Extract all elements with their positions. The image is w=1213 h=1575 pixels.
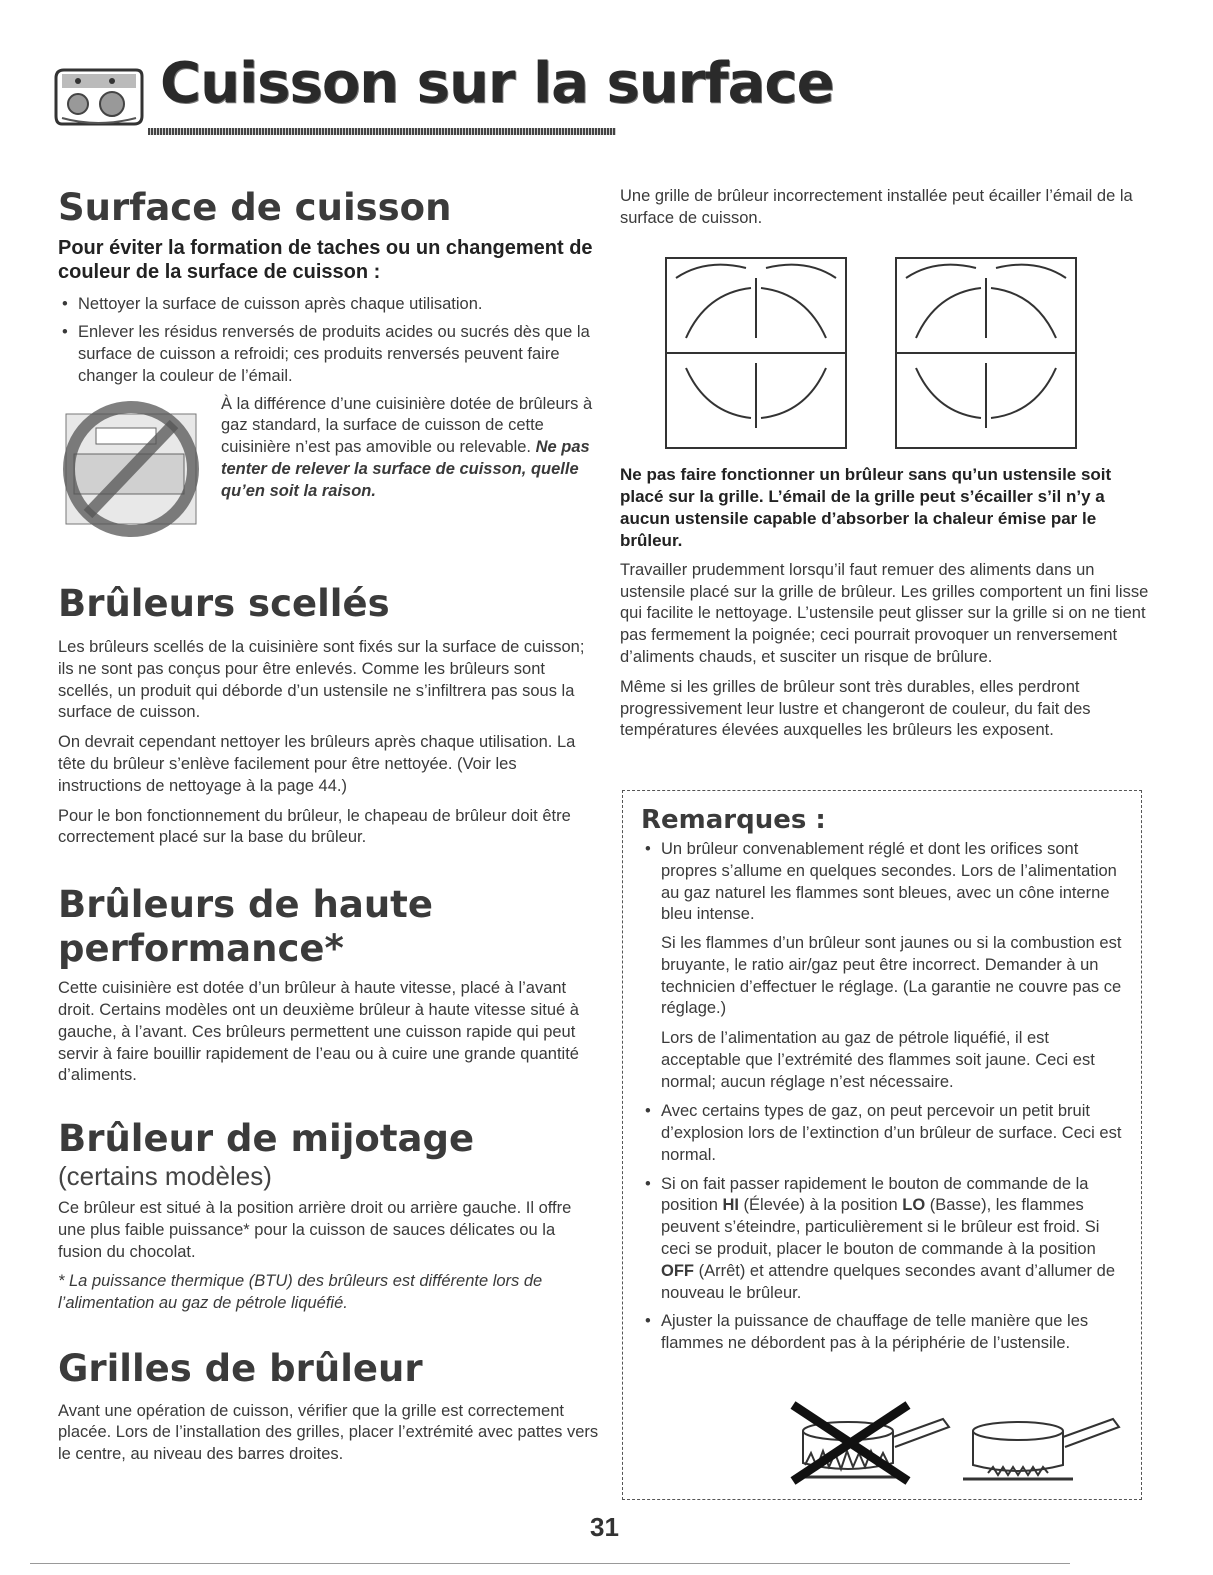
remarks-title: Remarques :	[641, 805, 826, 835]
paragraph: Cette cuisinière est dotée d’un brûleur à haute vitesse, placé à l’avant droit. Certains modèles ont un deuxième brûleur à haute vitesse situé à gauche, à l’avant. Ces brûleurs permettent une cuisson rapide qui peut servir à faire bouillir rapidement de l’eau ou à cuire une grande quantité d’aliments.	[58, 979, 579, 1085]
setting-hi: HI	[722, 1196, 739, 1215]
page-title: Cuisson sur la surface	[160, 51, 834, 116]
flame-pan-illustration	[773, 1391, 1123, 1491]
paragraph: Pour le bon fonctionnement du brûleur, le chapeau de brûleur doit être correctement placé sur la base du brûleur.	[58, 806, 571, 847]
heading-simmer: Brûleur de mijotage	[58, 1117, 475, 1161]
title-rule	[148, 128, 616, 135]
section-grates	[58, 1347, 603, 1466]
surface-warning: Ne pas tenter de relever la surface de cuisson, quelle qu’en soit la raison.	[221, 438, 590, 500]
setting-lo: LO	[902, 1196, 926, 1215]
remarks-list-2	[641, 1101, 1125, 1354]
remarks-paragraph: Si les flammes d’un brûleur sont jaunes ou si la combustion est bruyante, le ratio air/gaz peut être incorrect. Demander à un technicien d’effectuer le réglage. (La garantie ne couvre pas ce réglage.)	[661, 934, 1122, 1018]
no-lift-surface-illustration	[56, 394, 211, 544]
section-simmer	[58, 1117, 603, 1315]
heading-sealed: Brûleurs scellés	[58, 581, 390, 625]
list-item: • Avec certains types de gaz, on peut percevoir un petit bruit d’explosion lors de l’extinction d’un brûleur de surface. Ceci est normal.	[641, 1101, 1125, 1166]
section-sealed	[58, 582, 603, 850]
cooktop-icon	[52, 66, 144, 130]
paragraph: Avant une opération de cuisson, vérifier que la grille est correctement placée. Lors de l’installation des grilles, placer l’extrémité avec pattes vers le centre, au niveau des barres droites.	[58, 1401, 599, 1464]
left-column	[58, 186, 603, 1474]
heading-high: Brûleurs de haute performance*	[58, 883, 433, 970]
footnote: * La puissance thermique (BTU) des brûleurs est différente lors de l’alimentation au gaz de pétrole liquéfié.	[58, 1272, 543, 1313]
burner-grates-illustration	[646, 238, 1116, 456]
surface-paragraph: À la différence d’une cuisinière dotée de brûleurs à gaz standard, la surface de cuisson de cette cuisinière n’est pas amovible ou relevable. Ne pas tenter de relever la surface de cuisson, quelle qu’en soit la raison.	[221, 394, 593, 500]
paragraph: Même si les grilles de brûleur sont très durables, elles perdront progressivement leur lustre et changeront de couleur, du fait des températures élevées auxquelles les brûleurs les exposent.	[620, 677, 1091, 740]
heading-surface: Surface de cuisson	[58, 186, 452, 229]
page-number: 31	[590, 1512, 619, 1542]
simmer-subtitle: (certains modèles)	[58, 1160, 272, 1191]
remarks-paragraph: Lors de l’alimentation au gaz de pétrole liquéfié, il est acceptable que l’extrémité des flammes soit jaune. Ceci est normal; aucun réglage n’est nécessaire.	[661, 1029, 1095, 1091]
right-column	[620, 186, 1150, 750]
grate-warning: Ne pas faire fonctionner un brûleur sans qu’un ustensile soit placé sur la grille. L’émail de la grille peut s’écailler s’il n’y a aucun ustensile capable d’absorber la chaleur émise par le brûleur.	[620, 464, 1112, 550]
grate-intro: Une grille de brûleur incorrectement installée peut écailler l’émail de la surface de cuisson.	[620, 187, 1133, 227]
remarks-box	[622, 790, 1142, 1500]
list-item: • Nettoyer la surface de cuisson après chaque utilisation.	[58, 294, 603, 316]
paragraph: Ce brûleur est situé à la position arrière droit ou arrière gauche. Il offre une plus faible puissance* pour la cuisson de sauces délicates ou la fusion du chocolat.	[58, 1199, 572, 1261]
heading-grates: Grilles de brûleur	[58, 1346, 423, 1390]
list-item: • Un brûleur convenablement réglé et dont les orifices sont propres s’allume en quelques secondes. Lors de l’alimentation au gaz naturel les flammes sont bleues, avec un cône interne bleu intense.	[641, 839, 1125, 926]
paragraph: Travailler prudemment lorsqu’il faut remuer des aliments dans un ustensile placé sur la grille de brûleur. Les grilles comportent un fini lisse qui facilite le nettoyage. L’ustensile peut glisser sur la grille si on ne tient pas fermement la poignée; ceci pourrait provoquer un renversement d’aliments chauds, et susciter un risque de brûlure.	[620, 560, 1149, 666]
list-item: • Ajuster la puissance de chauffage de telle manière que les flammes ne débordent pas à la périphérie de l’ustensile.	[641, 1311, 1125, 1355]
subheading-stains: Pour éviter la formation de taches ou un changement de couleur de la surface de cuisson :	[58, 236, 593, 284]
paragraph: Les brûleurs scellés de la cuisinière sont fixés sur la surface de cuisson; ils ne sont pas conçus pour être enlevés. Comme les brûleurs sont scellés, un produit qui déborde d’un ustensile ne s’infiltrera pas sous la surface de cuisson.	[58, 638, 585, 722]
list-item: • Enlever les résidus renversés de produits acides ou sucrés dès que la surface de cuisson a refroidi; ces produits renversés peuvent faire changer la couleur de l’émail.	[58, 322, 603, 387]
section-high-performance	[58, 883, 603, 1087]
section-surface	[58, 186, 603, 554]
list-item: • Si on fait passer rapidement le bouton de commande de la position HI (Élevée) à la position LO (Basse), les flammes peuvent s’éteindre, particulièrement si le brûleur est froid. Si ceci se produit, placer le bouton de commande à la position OFF (Arrêt) et attendre quelques secondes avant d’allumer de nouveau le brûleur.	[641, 1174, 1125, 1305]
paragraph: On devrait cependant nettoyer les brûleurs après chaque utilisation. La tête du brûleur s’enlève facilement pour être nettoyée. (Voir les instructions de nettoyage à la page 44.)	[58, 733, 576, 795]
remarks-list	[641, 839, 1125, 926]
surface-bullets	[58, 294, 603, 387]
setting-off: OFF	[661, 1261, 694, 1280]
surface-lift-block	[58, 394, 603, 554]
bottom-rule	[30, 1563, 1070, 1564]
